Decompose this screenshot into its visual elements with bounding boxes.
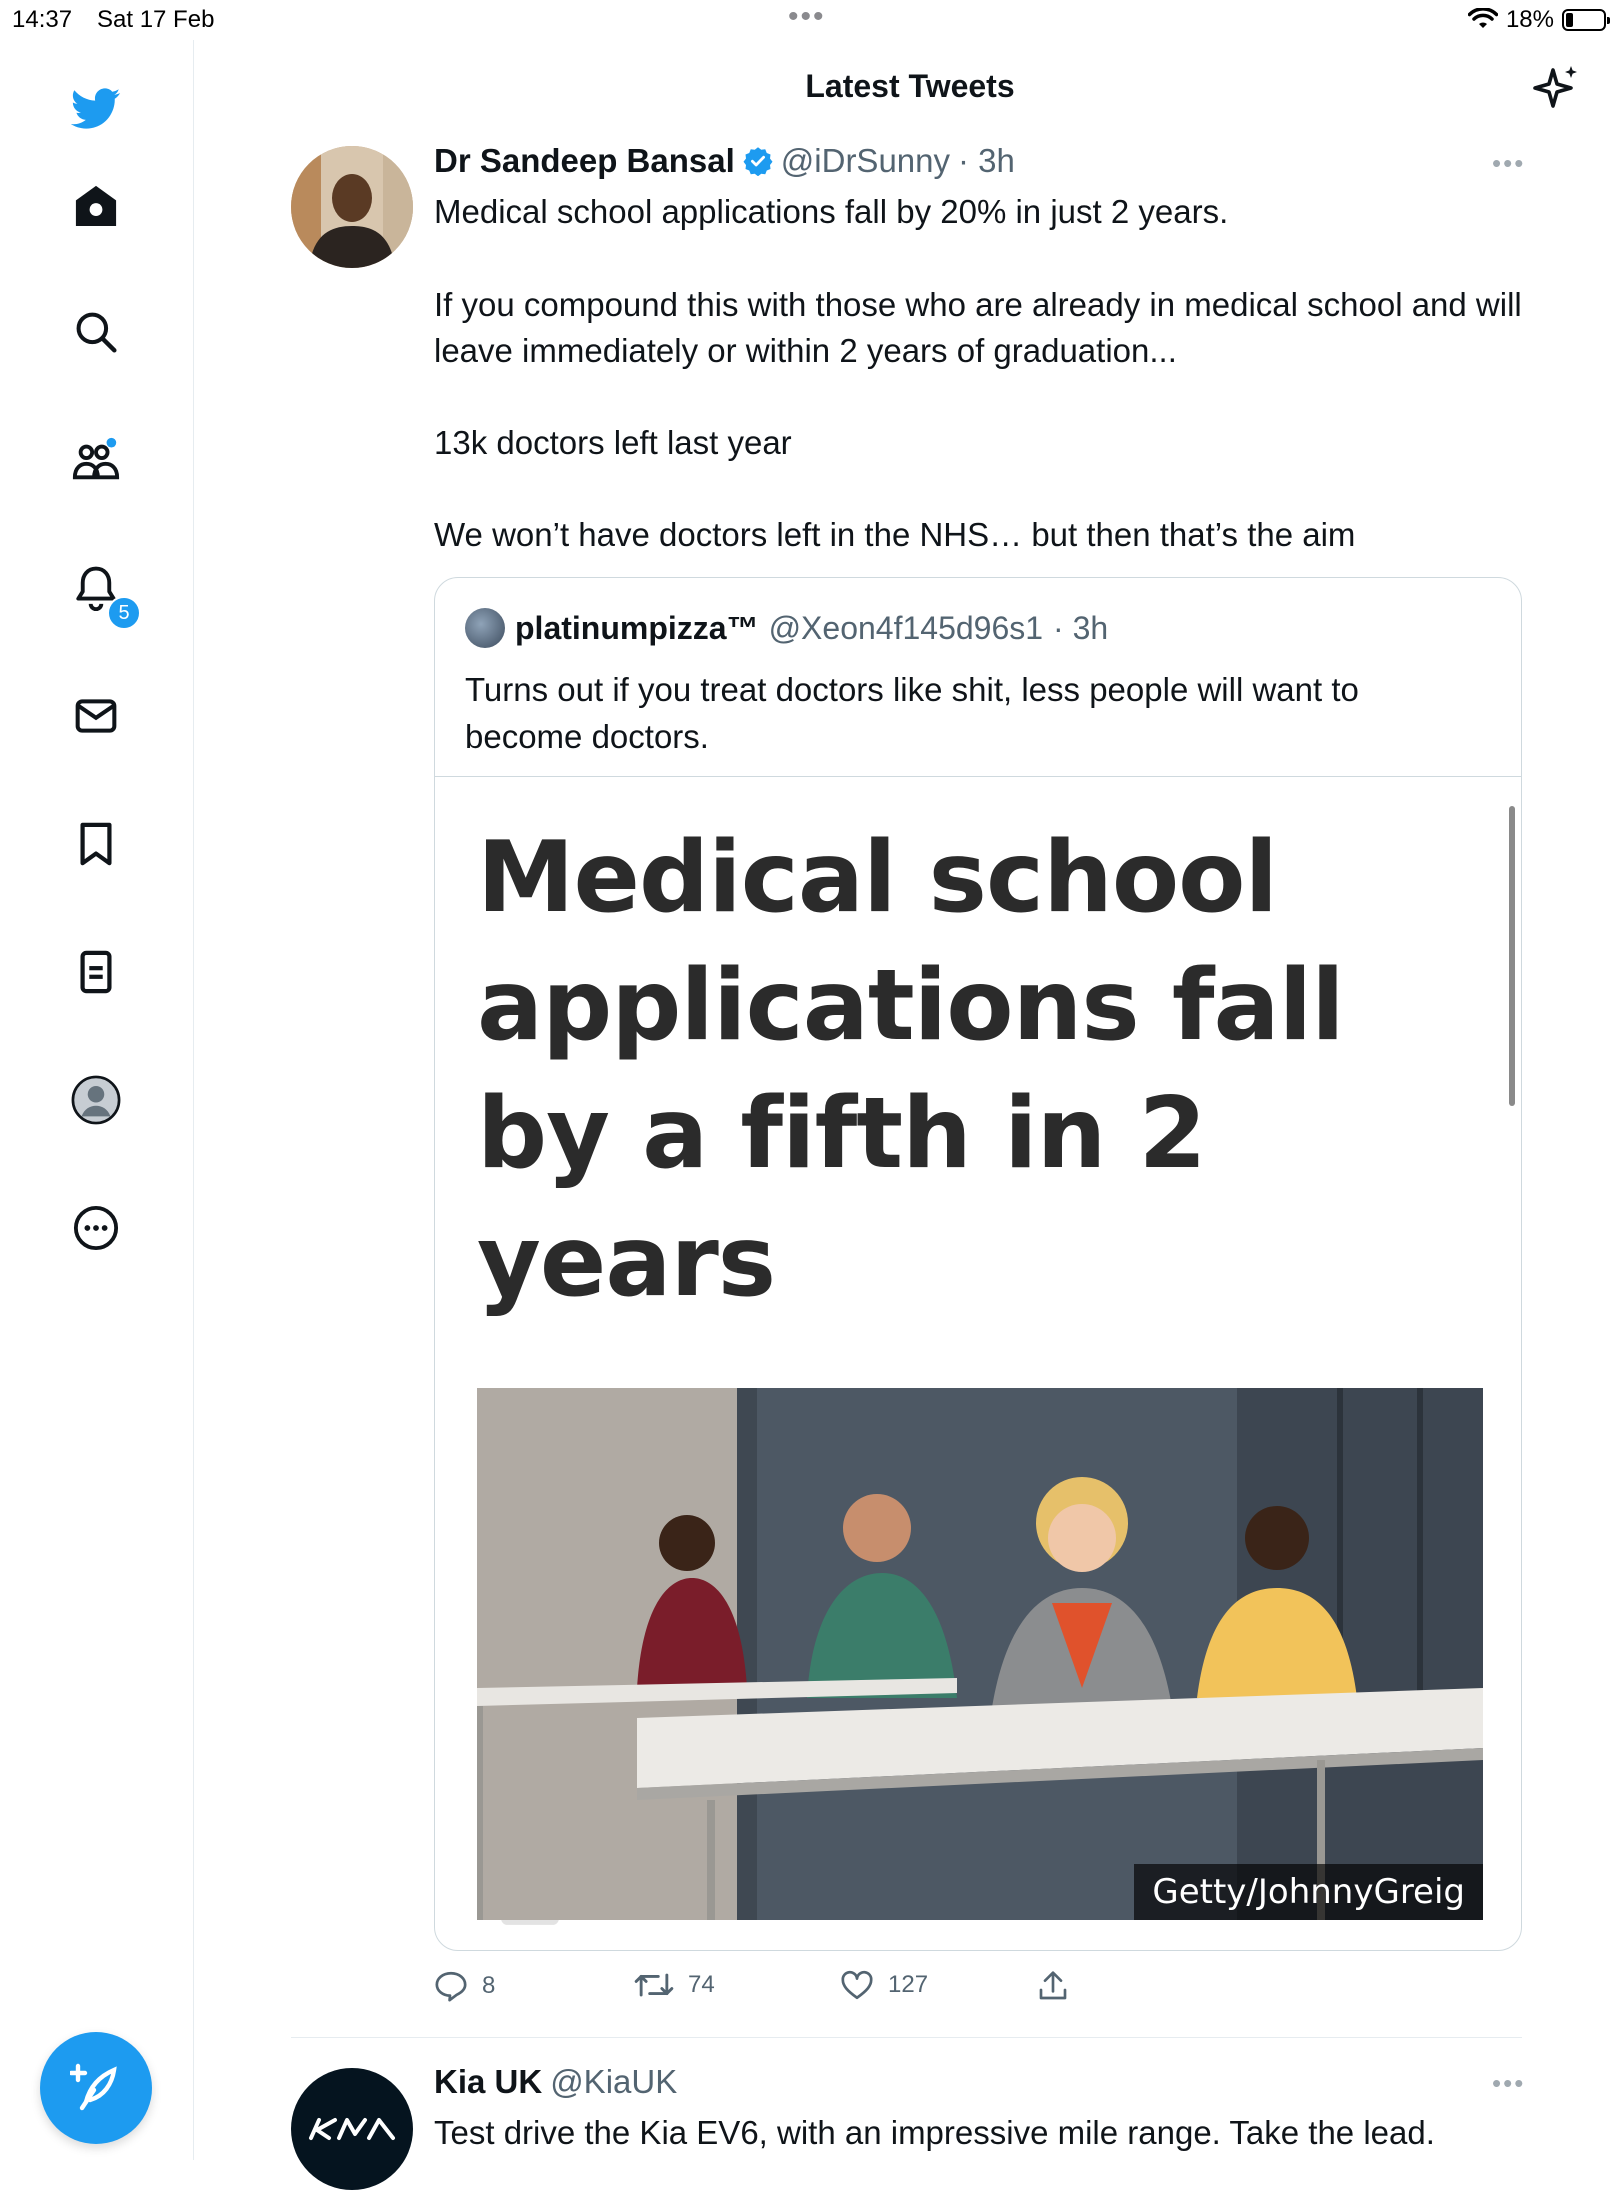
quote-author-name: platinumpizza™ <box>515 609 759 646</box>
tweet-text-line: We won’t have doctors left in the NHS… but then that’s the aim <box>434 516 1356 553</box>
kia-tweet-header <box>434 2063 677 2101</box>
tweet-separator <box>291 2037 1522 2038</box>
tweet-more-icon[interactable]: ••• <box>1492 148 1526 178</box>
reply-button[interactable] <box>434 1970 495 2002</box>
sparkle-icon[interactable] <box>1533 64 1581 112</box>
reply-icon <box>434 1970 468 2002</box>
tweet-time: · 3h <box>958 142 1015 179</box>
retweet-button[interactable] <box>634 1970 715 2000</box>
bookmark-icon[interactable] <box>71 819 121 869</box>
tweet-actions <box>434 1970 1494 2010</box>
battery-icon <box>1562 9 1606 31</box>
status-date: Sat 17 Feb <box>97 6 215 33</box>
verified-badge-icon <box>743 146 773 176</box>
tweet-header <box>434 142 1015 180</box>
quote-author-handle: @Xeon4f145d96s1 <box>768 609 1044 646</box>
kia-tweet-text: Test drive the Kia EV6, with an impressive mile range. Take the lead. <box>434 2114 1435 2151</box>
quote-avatar <box>465 608 505 648</box>
status-time: 14:37 <box>12 6 73 33</box>
retweet-count: 74 <box>688 1971 715 1998</box>
notification-badge: 5 <box>107 596 141 630</box>
profile-icon[interactable] <box>71 1075 121 1125</box>
reply-count: 8 <box>482 1972 496 1999</box>
tweet-text-line: 13k doctors left last year <box>434 424 792 461</box>
kia-author-handle[interactable]: @KiaUK <box>550 2063 678 2100</box>
mail-icon[interactable] <box>71 691 121 741</box>
quote-time: · 3h <box>1053 609 1109 646</box>
tweet-text-line: If you compound this with those who are already in medical school and will leave immediately or within 2 years of graduation... <box>434 286 1522 369</box>
quote-tweet-card[interactable] <box>434 577 1522 1951</box>
sidebar <box>0 40 194 2160</box>
status-indicators <box>1468 6 1606 34</box>
status-bar <box>0 0 1620 40</box>
image-credit: Getty/JohnnyGreig <box>1134 1864 1483 1920</box>
retweet-icon <box>634 1970 674 2000</box>
share-button[interactable] <box>1038 1970 1068 2002</box>
article-headline: Medical school applications fall by a fifth in 2 years <box>477 821 1344 1319</box>
more-icon[interactable] <box>71 1203 121 1253</box>
twitter-bird-icon[interactable] <box>71 84 121 134</box>
quote-header <box>465 608 1108 648</box>
divider <box>435 776 1521 777</box>
multitasking-dots-icon[interactable]: ••• <box>788 0 826 33</box>
heart-icon <box>840 1970 874 2000</box>
avatar[interactable] <box>291 146 413 268</box>
kia-avatar[interactable] <box>291 2068 413 2190</box>
tweet-text-line: Medical school applications fall by 20% in just 2 years. <box>434 193 1229 230</box>
quote-text: Turns out if you treat doctors like shit, less people will want to become doctors. <box>465 671 1359 755</box>
kia-author-name[interactable]: Kia UK <box>434 2063 543 2100</box>
feather-plus-icon <box>70 2062 122 2114</box>
battery-percent: 18% <box>1505 6 1554 33</box>
home-icon[interactable] <box>71 180 121 230</box>
like-button[interactable] <box>840 1970 928 2000</box>
kia-logo <box>307 2116 397 2142</box>
article-scrollbar <box>1509 806 1515 1106</box>
compose-tweet-button[interactable] <box>40 2032 152 2144</box>
page-title: Latest Tweets <box>805 68 1015 104</box>
share-icon <box>1038 1970 1068 2002</box>
communities-icon[interactable] <box>71 435 121 485</box>
author-name[interactable]: Dr Sandeep Bansal <box>434 142 735 179</box>
search-icon[interactable] <box>71 307 121 357</box>
lists-icon[interactable] <box>71 947 121 997</box>
author-handle[interactable]: @iDrSunny <box>780 142 951 179</box>
kia-more-icon[interactable]: ••• <box>1492 2068 1526 2098</box>
article-photo <box>477 1388 1483 1920</box>
like-count: 127 <box>888 1971 929 1998</box>
wifi-icon <box>1468 8 1498 32</box>
